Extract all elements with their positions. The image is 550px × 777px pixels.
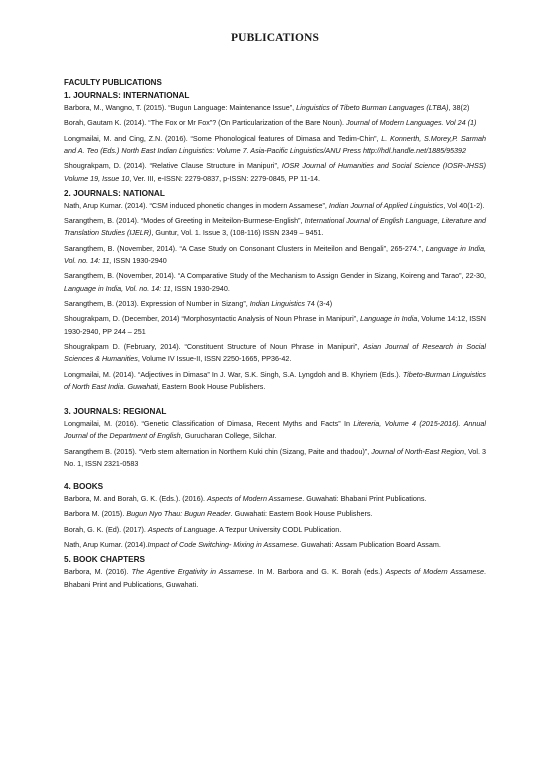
- entry-text: , Volume IV Issue-II, ISSN 2250-1665, PP36-42.: [137, 354, 292, 364]
- faculty-heading: FACULTY PUBLICATIONS: [64, 78, 162, 87]
- entry-italic-text: Litereria, Volume 4 (2015-2016). Annual Journal of the Department of English: [64, 418, 486, 441]
- entry-text: ISSN 1930-2940: [111, 255, 167, 265]
- entry-italic-text: Language in India: [360, 314, 418, 324]
- entry-text: Barbora, M., Wangno, T. (2015). “Bugun Language: Maintenance Issue”,: [64, 103, 297, 112]
- entry-text: . A Tezpur University CODL Publication.: [215, 524, 342, 534]
- entry-text: Sarangthem, B. (November, 2014). “A Comparative Study of the Mechanism to Assign Gender in Sizang, Koireng and Tarao”, 22-30,: [64, 271, 486, 281]
- publication-entry: [64, 446, 486, 470]
- entry-text: , Volume 14:12, ISSN 1930-2940, PP 244 – 251: [64, 314, 486, 336]
- entry-text: Longmailai, M. and Cing, Z.N. (2016). “Some Phonological features of Dimasa and Tedim-Chin”,: [64, 133, 382, 143]
- entry-italic-text: Indian Journal of Applied Linguistics: [328, 200, 444, 210]
- publication-entry: [64, 508, 486, 520]
- entry-text: , Vol 40(1-2).: [443, 200, 485, 210]
- entry-text: Longmailai, M. (2016). “Genetic Classification of Dimasa, Recent Myths and Facts” In: [64, 418, 354, 428]
- publication-entry: [64, 298, 486, 310]
- publication-entry: [64, 539, 486, 551]
- entry-text: , Vol. 3 No. 1, ISSN 2321-0583: [64, 446, 487, 468]
- entry-italic-text: Journal of Modern Languages. Vol 24 (1): [346, 118, 477, 128]
- entry-italic-text: Aspects of Language: [147, 524, 216, 534]
- entry-italic-text: L. Konnerth, S.Morey,P. Sarmah and A. Teo (Eds.) North East Indian Linguistics: Volume 7. Asia-Pacific Linguistics/ANU Press http://hdl.handle.net/1885/95392: [64, 133, 487, 155]
- publication-entry: [64, 133, 486, 157]
- publication-entry: [64, 524, 486, 536]
- publication-entry: [64, 566, 486, 590]
- entry-text: Sarangthem, B. (November, 2014). “A Case Study on Consonant Clusters in Meiteilon and Bengali”, 265-274.”,: [64, 243, 426, 253]
- publication-entry: [64, 341, 486, 365]
- entry-italic-text: Aspects of Modern Assamese: [385, 567, 484, 577]
- section-heading: 1. JOURNALS: INTERNATIONAL: [64, 91, 190, 100]
- entry-text: , Ver. III, e-ISSN: 2279-0837, p-ISSN: 2279-0845, PP 11-14.: [129, 173, 320, 183]
- entry-text: . In M. Barbora and G. K. Borah (eds.): [252, 567, 386, 577]
- section-heading: 5. BOOK CHAPTERS: [64, 555, 145, 565]
- entry-text: . Guwahati: Eastern Book House Publishers.: [230, 509, 373, 519]
- entry-italic-text: Language in India, Vol. no. 14: 11: [64, 283, 171, 293]
- section-heading: 2. JOURNALS: NATIONAL: [64, 188, 165, 198]
- publication-entry: [64, 117, 486, 129]
- entry-italic-text: Impact of Code Switching- Mixing in Assamese: [147, 540, 298, 550]
- page-title: PUBLICATIONS: [231, 32, 319, 44]
- entry-italic-text: Language in India, Vol. no. 14: 11,: [64, 243, 486, 265]
- entry-text: , Gurucharan College, Silchar.: [180, 431, 277, 441]
- entry-text: Longmailai, M. (2014). “Adjectives in Dimasa” In J. War, S.K. Singh, S.A. Lyngdoh and B. Khyriem (Eds.).: [64, 369, 403, 379]
- entry-text: 74 (3-4): [304, 298, 333, 308]
- entry-italic-text: The Agentive Ergativity in Assamese: [131, 567, 253, 577]
- entry-text: Barbora, M. and Borah, G. K. (Eds.). (2016).: [64, 493, 208, 503]
- entry-italic-text: Linguistics of Tibeto Burman Languages (LTBA): [296, 103, 449, 112]
- entry-text: Nath, Arup Kumar. (2014). “CSM induced phonetic changes in modern Assamese”,: [64, 200, 329, 210]
- section-heading: 3. JOURNALS: REGIONAL: [64, 406, 167, 416]
- entry-text: , 38(2): [448, 103, 470, 112]
- publication-sections: [64, 91, 486, 591]
- entry-text: , Guntur, Vol. 1. Issue 3, (108-116) ISSN 2349 – 9451.: [151, 228, 324, 238]
- entry-text: Barbora, M. (2016).: [64, 567, 132, 577]
- publication-entry: [64, 200, 486, 212]
- entry-italic-text: Journal of North-East Region: [371, 446, 465, 456]
- entry-text: , ISSN 1930-2940.: [170, 283, 230, 293]
- publication-entry: [64, 313, 486, 337]
- entry-italic-text: Asian Journal of Research in Social Sciences & Humanities: [64, 341, 486, 364]
- entry-text: Borah, Gautam K. (2014). “The Fox or Mr Fox”? (On Particularization of the Bare Noun).: [64, 118, 347, 128]
- publication-entry: [64, 493, 486, 505]
- entry-text: Shougrakpam, D. (2014). “Relative Clause Structure in Manipuri”,: [64, 161, 282, 171]
- publication-entry: [64, 243, 486, 267]
- entry-text: . Bhabani Print and Publications, Guwahati.: [64, 567, 486, 589]
- entry-italic-text: IOSR Journal of Humanities and Social Science (IOSR-JHSS) Volume 19, Issue 10: [64, 161, 486, 183]
- publication-entry: [64, 270, 486, 294]
- publication-entry: [64, 215, 486, 239]
- entry-text: Sarangthem, B. (2013). Expression of Number in Sizang”,: [64, 298, 250, 308]
- entry-text: Shougrakpam D. (February, 2014). “Constituent Structure of Noun Phrase in Manipuri”,: [64, 341, 364, 351]
- entry-text: Borah, G. K. (Ed). (2017).: [64, 524, 148, 534]
- entry-text: Shougrakpam, D. (December, 2014) “Morphosyntactic Analysis of Noun Phrase in Manipuri”,: [64, 314, 361, 324]
- section-heading: 4. BOOKS: [64, 481, 104, 491]
- entry-text: . Guwahati: Assam Publication Board Assam.: [297, 540, 441, 550]
- entry-text: . Guwahati: Bhabani Print Publications.: [302, 493, 427, 503]
- entry-text: Nath, Arup Kumar. (2014).: [64, 540, 148, 550]
- entry-text: Sarangthem, B. (2014). “Modes of Greeting in Meiteilon-Burmese-English”,: [64, 216, 305, 226]
- entry-text: , Eastern Book House Publishers.: [157, 381, 266, 391]
- publication-entry: [64, 160, 486, 184]
- entry-italic-text: Indian Linguistics: [249, 298, 305, 308]
- entry-text: Barbora M. (2015).: [64, 509, 127, 519]
- entry-italic-text: Tibeto-Burman Linguistics of North East India. Guwahati: [64, 369, 486, 391]
- entry-italic-text: Aspects of Modern Assamese: [207, 493, 303, 503]
- publication-entry: [64, 102, 486, 114]
- entry-italic-text: International Journal of English Language, Literature and Translation Studies (IJELR): [64, 216, 487, 238]
- publication-entry: [64, 369, 486, 393]
- publication-entry: [64, 418, 486, 442]
- entry-italic-text: Bugun Nyo Thau: Bugun Reader: [126, 509, 231, 519]
- entry-text: Sarangthem B. (2015). “Verb stem alternation in Northern Kuki chin (Sizang, Paite and thadou)”,: [64, 446, 372, 456]
